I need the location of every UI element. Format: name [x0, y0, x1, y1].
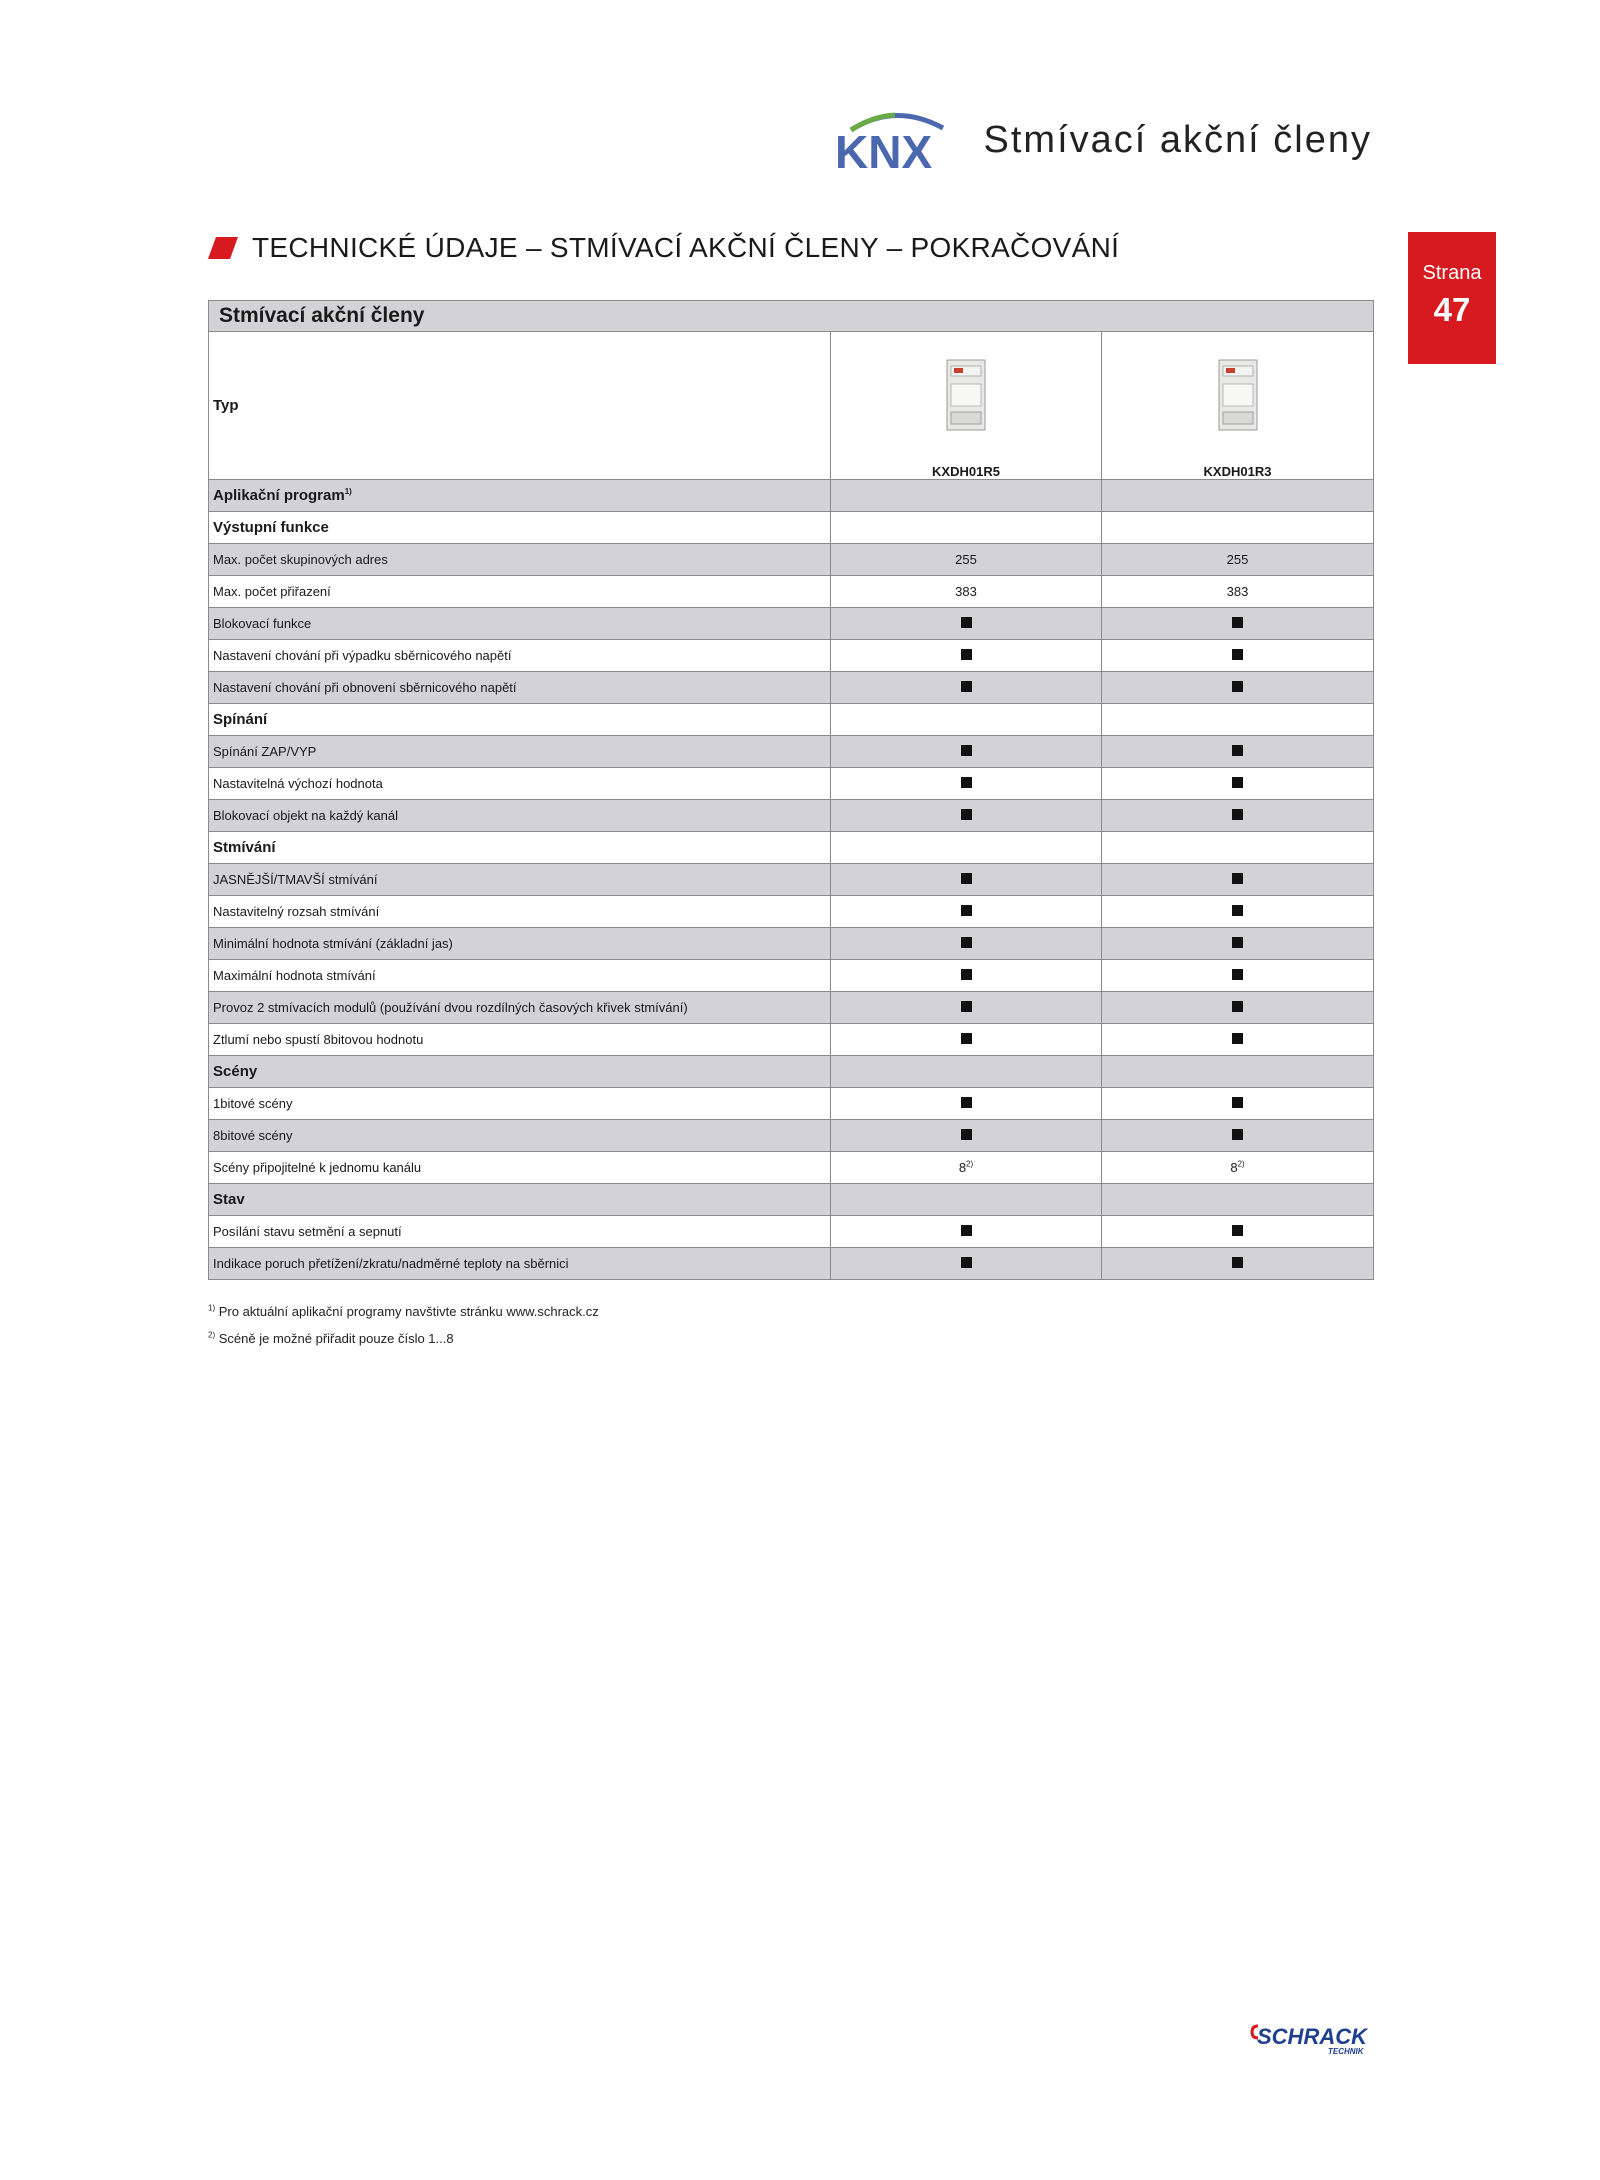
table-row	[209, 864, 1374, 896]
model-name: KXDH01R5	[932, 464, 1000, 479]
feature-check-icon	[961, 745, 972, 756]
feature-check-icon	[961, 681, 972, 692]
table-row	[209, 1216, 1374, 1248]
feature-check-icon	[961, 1129, 972, 1140]
row-label	[209, 896, 831, 928]
value-cell	[831, 896, 1102, 928]
value-cell	[1102, 576, 1374, 608]
row-label	[209, 608, 831, 640]
footnote	[208, 1331, 599, 1346]
footnote-ref: 2)	[966, 1159, 974, 1169]
value-cell	[831, 608, 1102, 640]
table-caption: Stmívací akční členy	[209, 301, 1374, 332]
cell-value: 383	[955, 584, 977, 599]
row-label-text: JASNĚJŠÍ/TMAVŠÍ stmívání	[213, 872, 378, 887]
value-cell	[1102, 544, 1374, 576]
value-cell	[1102, 512, 1374, 544]
row-label	[209, 672, 831, 704]
table-row	[209, 1248, 1374, 1280]
row-label	[209, 1216, 831, 1248]
row-label-text: Blokovací objekt na každý kanál	[213, 808, 398, 823]
value-cell	[831, 1120, 1102, 1152]
table-row	[209, 1056, 1374, 1088]
row-label	[209, 832, 831, 864]
type-label: Typ	[209, 332, 831, 480]
page-header	[833, 108, 1372, 172]
knx-logo-text: KNX	[834, 126, 932, 172]
row-label-text: Spínání ZAP/VYP	[213, 744, 317, 759]
page-number: 47	[1433, 291, 1471, 328]
feature-check-icon	[961, 777, 972, 788]
row-label	[209, 928, 831, 960]
footnote-mark: 1)	[208, 1303, 216, 1313]
section-heading	[208, 232, 1119, 264]
header-title: Stmívací akční členy	[983, 118, 1372, 161]
row-label	[209, 640, 831, 672]
row-label	[209, 1184, 831, 1216]
table-row	[209, 480, 1374, 512]
value-cell	[1102, 640, 1374, 672]
feature-check-icon	[961, 1257, 972, 1268]
feature-check-icon	[1232, 1001, 1243, 1012]
value-cell	[831, 832, 1102, 864]
row-label	[209, 704, 831, 736]
row-label	[209, 768, 831, 800]
feature-check-icon	[1232, 809, 1243, 820]
table-row	[209, 960, 1374, 992]
dimmer-device-icon	[941, 358, 991, 432]
table-row	[209, 608, 1374, 640]
footnote-ref: 2)	[1237, 1159, 1245, 1169]
value-cell	[1102, 1248, 1374, 1280]
value-cell	[1102, 832, 1374, 864]
feature-check-icon	[961, 937, 972, 948]
table-row	[209, 512, 1374, 544]
value-cell	[831, 864, 1102, 896]
value-cell	[1102, 736, 1374, 768]
table-caption-row	[209, 301, 1374, 332]
feature-check-icon	[1232, 617, 1243, 628]
row-label-text: Ztlumí nebo spustí 8bitovou hodnotu	[213, 1032, 424, 1047]
row-label	[209, 512, 831, 544]
row-label-text: Nastavení chování při výpadku sběrnicového napětí	[213, 648, 512, 663]
feature-check-icon	[1232, 681, 1243, 692]
value-cell	[1102, 928, 1374, 960]
row-label	[209, 736, 831, 768]
table-row	[209, 1152, 1374, 1184]
feature-check-icon	[1232, 777, 1243, 788]
value-cell	[831, 704, 1102, 736]
row-label-text: 8bitové scény	[213, 1128, 293, 1143]
feature-check-icon	[1232, 649, 1243, 660]
value-cell	[831, 672, 1102, 704]
table-row	[209, 1184, 1374, 1216]
row-label	[209, 1152, 831, 1184]
feature-check-icon	[1232, 1225, 1243, 1236]
feature-check-icon	[1232, 1033, 1243, 1044]
table-row	[209, 1024, 1374, 1056]
cell-value: 383	[1226, 584, 1249, 599]
table-row	[209, 928, 1374, 960]
feature-check-icon	[961, 649, 972, 660]
row-label-text: Nastavitelný rozsah stmívání	[213, 904, 380, 919]
row-label	[209, 480, 831, 512]
feature-check-icon	[961, 905, 972, 916]
row-label	[209, 992, 831, 1024]
spec-table	[208, 300, 1374, 1280]
table-row	[209, 1088, 1374, 1120]
cell-value: 255	[955, 552, 977, 567]
row-label	[209, 1024, 831, 1056]
feature-check-icon	[961, 809, 972, 820]
footnote-text: Scéně je možné přiřadit pouze číslo 1...8	[218, 1331, 454, 1346]
table-row	[209, 736, 1374, 768]
value-cell	[831, 1152, 1102, 1184]
value-cell	[831, 640, 1102, 672]
cell-value: 8	[958, 1160, 967, 1175]
feature-check-icon	[961, 1097, 972, 1108]
value-cell	[1102, 480, 1374, 512]
model-cell	[831, 332, 1102, 480]
value-cell	[1102, 608, 1374, 640]
value-cell	[1102, 1056, 1374, 1088]
row-label-text: Scény připojitelné k jednomu kanálu	[213, 1160, 422, 1175]
value-cell	[831, 544, 1102, 576]
table-row	[209, 768, 1374, 800]
row-label-text: Stmívání	[213, 839, 276, 856]
value-cell	[1102, 1024, 1374, 1056]
table-row	[209, 704, 1374, 736]
feature-check-icon	[961, 1033, 972, 1044]
value-cell	[1102, 896, 1374, 928]
row-label	[209, 576, 831, 608]
row-label	[209, 1088, 831, 1120]
page-tab-label: Strana	[1422, 262, 1482, 284]
table-row	[209, 672, 1374, 704]
row-label	[209, 544, 831, 576]
value-cell	[1102, 768, 1374, 800]
dimmer-device-icon	[1213, 358, 1263, 432]
value-cell	[831, 768, 1102, 800]
row-label-text: 1bitové scény	[213, 1096, 293, 1111]
row-label	[209, 1120, 831, 1152]
value-cell	[831, 1056, 1102, 1088]
table-row	[209, 992, 1374, 1024]
feature-check-icon	[1232, 745, 1243, 756]
value-cell	[1102, 1120, 1374, 1152]
value-cell	[831, 928, 1102, 960]
value-cell	[1102, 1216, 1374, 1248]
table-row	[209, 640, 1374, 672]
schrack-logo-text: SCHRACK	[1257, 2024, 1367, 2049]
feature-check-icon	[1232, 1097, 1243, 1108]
value-cell	[831, 1216, 1102, 1248]
table-row	[209, 1120, 1374, 1152]
feature-check-icon	[1232, 905, 1243, 916]
footnote-mark: 2)	[208, 1330, 216, 1340]
value-cell	[831, 1248, 1102, 1280]
red-bullet-icon	[208, 237, 238, 259]
row-label-text: Scény	[213, 1063, 258, 1080]
row-label	[209, 1248, 831, 1280]
value-cell	[1102, 672, 1374, 704]
feature-check-icon	[1232, 937, 1243, 948]
row-label-text: Indikace poruch přetížení/zkratu/nadměrné teploty na sběrnici	[213, 1256, 569, 1271]
value-cell	[831, 512, 1102, 544]
schrack-sub-text: TECHNIK	[1328, 2047, 1364, 2056]
row-label	[209, 800, 831, 832]
table-row	[209, 800, 1374, 832]
footnote	[208, 1304, 599, 1319]
row-label-text: Spínání	[213, 711, 268, 728]
row-label-text: Posílání stavu setmění a sepnutí	[213, 1224, 402, 1239]
cell-value: 8	[1230, 1160, 1238, 1175]
value-cell	[1102, 864, 1374, 896]
page-number-tab	[1408, 232, 1496, 364]
row-label-text: Výstupní funkce	[213, 519, 329, 536]
value-cell	[1102, 1184, 1374, 1216]
value-cell	[1102, 992, 1374, 1024]
footnote-ref: 1)	[344, 487, 352, 496]
value-cell	[1102, 800, 1374, 832]
value-cell	[1102, 1152, 1374, 1184]
value-cell	[831, 576, 1102, 608]
model-name: KXDH01R3	[1203, 464, 1272, 479]
value-cell	[1102, 704, 1374, 736]
feature-check-icon	[961, 617, 972, 628]
row-label-text: Nastavitelná výchozí hodnota	[213, 776, 383, 791]
feature-check-icon	[1232, 873, 1243, 884]
table-row	[209, 832, 1374, 864]
feature-check-icon	[1232, 1129, 1243, 1140]
row-label	[209, 1056, 831, 1088]
value-cell	[1102, 960, 1374, 992]
feature-check-icon	[1232, 1257, 1243, 1268]
row-label-text: Max. počet skupinových adres	[213, 552, 388, 567]
table-row	[209, 544, 1374, 576]
row-label-text: Provoz 2 stmívacích modulů (používání dvou rozdílných časových křivek stmívání)	[213, 1000, 688, 1015]
section-title: TECHNICKÉ ÚDAJE – STMÍVACÍ AKČNÍ ČLENY – POKRAČOVÁNÍ	[252, 232, 1120, 263]
feature-check-icon	[961, 1001, 972, 1012]
feature-check-icon	[961, 1225, 972, 1236]
footnotes	[208, 1304, 599, 1358]
value-cell	[831, 800, 1102, 832]
value-cell	[831, 480, 1102, 512]
value-cell	[831, 960, 1102, 992]
schrack-logo	[1248, 2020, 1370, 2058]
value-cell	[831, 736, 1102, 768]
feature-check-icon	[961, 873, 972, 884]
row-label	[209, 960, 831, 992]
model-cell	[1102, 332, 1374, 480]
row-label	[209, 864, 831, 896]
row-label-text: Maximální hodnota stmívání	[213, 968, 376, 983]
value-cell	[1102, 1088, 1374, 1120]
value-cell	[831, 992, 1102, 1024]
knx-logo	[833, 108, 958, 172]
table-row	[209, 896, 1374, 928]
footnote-text: Pro aktuální aplikační programy navštivte stránku www.schrack.cz	[215, 1304, 599, 1319]
row-label-text: Nastavení chování při obnovení sběrnicového napětí	[213, 680, 517, 695]
row-label-text: Blokovací funkce	[213, 616, 312, 631]
type-row	[209, 332, 1374, 480]
row-label-text: Aplikační program	[213, 487, 345, 504]
value-cell	[831, 1088, 1102, 1120]
row-label-text: Max. počet přiřazení	[213, 584, 331, 599]
value-cell	[831, 1024, 1102, 1056]
feature-check-icon	[1232, 969, 1243, 980]
table-row	[209, 576, 1374, 608]
row-label-text: Minimální hodnota stmívání (základní jas)	[213, 936, 453, 951]
feature-check-icon	[961, 969, 972, 980]
cell-value: 255	[1226, 552, 1249, 567]
row-label-text: Stav	[213, 1191, 245, 1208]
value-cell	[831, 1184, 1102, 1216]
